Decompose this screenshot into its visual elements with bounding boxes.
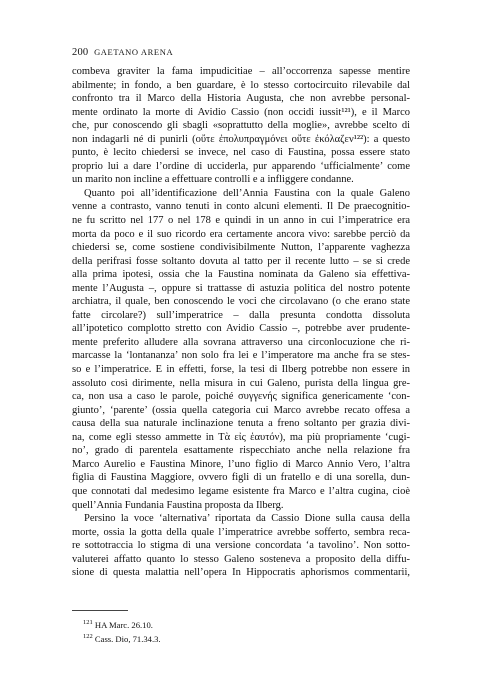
text-line: un marito non incline a effettuare controlli e a infliggere condanne. bbox=[72, 174, 354, 186]
footnote-rule bbox=[72, 610, 128, 611]
text-line: giunto’, ‘parente’ (ossia quella categoria cui Marco avrebbe recato offesa a bbox=[72, 404, 410, 416]
text-line: abilmente; in fondo, a ben guardare, è lo stesso cortocircuito rilevabile dal bbox=[72, 79, 410, 91]
text-line: archiatra, il quale, ben conoscendo le voci che circolavano (o che erano state bbox=[72, 296, 410, 308]
footnotes bbox=[83, 617, 161, 645]
body-text bbox=[72, 65, 410, 580]
footnote-text: Cass. Dio, 71.34.3. bbox=[92, 633, 161, 644]
text-line: mente ordinato la morte di Avidio Cassio (non occidi iussit¹²¹), e il Marco bbox=[72, 106, 410, 118]
text-line: fatte circolare?) sull’imperatrice – dalla presunta condotta dissoluta bbox=[72, 309, 410, 321]
text-line: proprio lui a dare l’ordine di ucciderla, pur apparendo ‘ufficialmente’ come bbox=[72, 160, 410, 172]
text-line: all’ipotetico complotto stretto con Avidio Cassio –, potrebbe aver prudente- bbox=[72, 323, 410, 335]
text-line: marcasse la ‘lontananza’ non solo fra lei e l’imperatore ma anche fra se stes- bbox=[72, 350, 410, 362]
text-line: mente l’Augusta –, oppure si trattasse di astuzia politica del nostro potente bbox=[72, 282, 410, 294]
text-line: valuterei affatto quanto lo stesso Galeno sosteneva a proposito della diffu- bbox=[72, 553, 410, 565]
text-line: confronto tra il Marco della Historia Augusta, che non avrebbe personal- bbox=[72, 93, 410, 105]
text-line: ca, non usa a caso le parole, poiché συγγενής significa genericamente ‘con- bbox=[72, 391, 410, 403]
text-line: so e l’imperatrice. E in effetti, forse, la tesi di Ilberg potrebbe non essere in bbox=[72, 364, 410, 376]
text-line: mente preferito alludere alla sovrana attraverso una circonlocuzione che ri- bbox=[72, 336, 410, 348]
text-line: punto, è lecito chiedersi se invece, nel caso di Faustina, possa essere stato bbox=[72, 147, 410, 159]
text-line: causa della sua naturale inclinazione tenuta a freno soltanto per grazia divi- bbox=[72, 418, 410, 430]
running-head: GAETANO ARENA bbox=[94, 47, 174, 57]
text-line: re sottotraccia lo stigma di una versione concordata ‘a tavolino’. Non sotto- bbox=[72, 540, 410, 552]
text-line: Persino la voce ‘alternativa’ riportata da Cassio Dione sulla causa della bbox=[84, 513, 410, 525]
text-line: Marco Aurelio e Faustina Minore, l’uno figlio di Marco Annio Vero, l’altra bbox=[72, 458, 410, 470]
footnote-text: HA Marc. 26.10. bbox=[92, 619, 153, 630]
footnote bbox=[83, 617, 161, 631]
text-line: na, come egli stesso ammette in Τὰ εἰς ἑαυτόν), ma più propriamente ‘cugi- bbox=[72, 431, 410, 443]
text-line: assoluto così dirimente, nella misura in cui Galeno, purista della lingua gre- bbox=[72, 377, 410, 389]
text-line: della perifrasi fosse soltanto dovuta al tatto per il recente lutto – se si crede bbox=[72, 255, 410, 267]
text-line: alla prima ipotesi, ossia che la Faustina nominata da Galeno sia effettiva- bbox=[72, 269, 410, 281]
text-line: quell’Annia Fundania Faustina proposta da Ilberg. bbox=[72, 499, 284, 511]
text-line: figlia di Faustina Maggiore, ovvero figli di un fratello e di una sorella, dun- bbox=[72, 472, 410, 484]
footnote bbox=[83, 631, 161, 645]
footnote-mark: 121 bbox=[83, 619, 93, 626]
footnote-mark: 122 bbox=[83, 632, 93, 640]
text-line: morte, ossia la gotta della quale l’imperatrice avrebbe sofferto, sembra reca- bbox=[72, 526, 410, 538]
text-line: sione di questa malattia nell’opera In Hippocratis aphorismos commentarii, bbox=[72, 567, 410, 579]
text-line: venne a contrasto, vanno tenuti in conto alcuni elementi. Il De praecognitio- bbox=[72, 201, 410, 213]
running-header bbox=[72, 47, 173, 58]
text-line: morta da poco e il suo ricordo era certamente ancora vivo: sarebbe perciò da bbox=[72, 228, 410, 240]
page-number: 200 bbox=[72, 47, 89, 58]
text-line: che, pur conoscendo gli sbagli «soprattutto della moglie», avrebbe scelto di bbox=[72, 120, 410, 132]
text-line: ne fu scritto nel 177 o nel 178 e quindi in un anno in cui l’imperatrice era bbox=[72, 215, 410, 227]
text-line: combeva graviter la fama impudicitiae – all’occorrenza sapesse mentire bbox=[72, 66, 410, 77]
text-line: que connotati dal medesimo legame esistente fra Marco e l’altra cugina, cioè bbox=[72, 485, 410, 497]
text-line: Quanto poi all’identificazione dell’Annia Faustina con la quale Galeno bbox=[84, 187, 410, 199]
text-line: no’, grado di parentela esattamente rispecchiato anche nella relazione fra bbox=[72, 445, 410, 457]
text-line: chiedersi se, come sostiene condivisibilmente Nutton, l’apparente vaghezza bbox=[72, 242, 410, 254]
text-line: non indagarli né di punirli (οὔτε ἐπολυπραγμόνει οὔτε ἐκόλαζεν¹²²): a questo bbox=[72, 133, 410, 145]
